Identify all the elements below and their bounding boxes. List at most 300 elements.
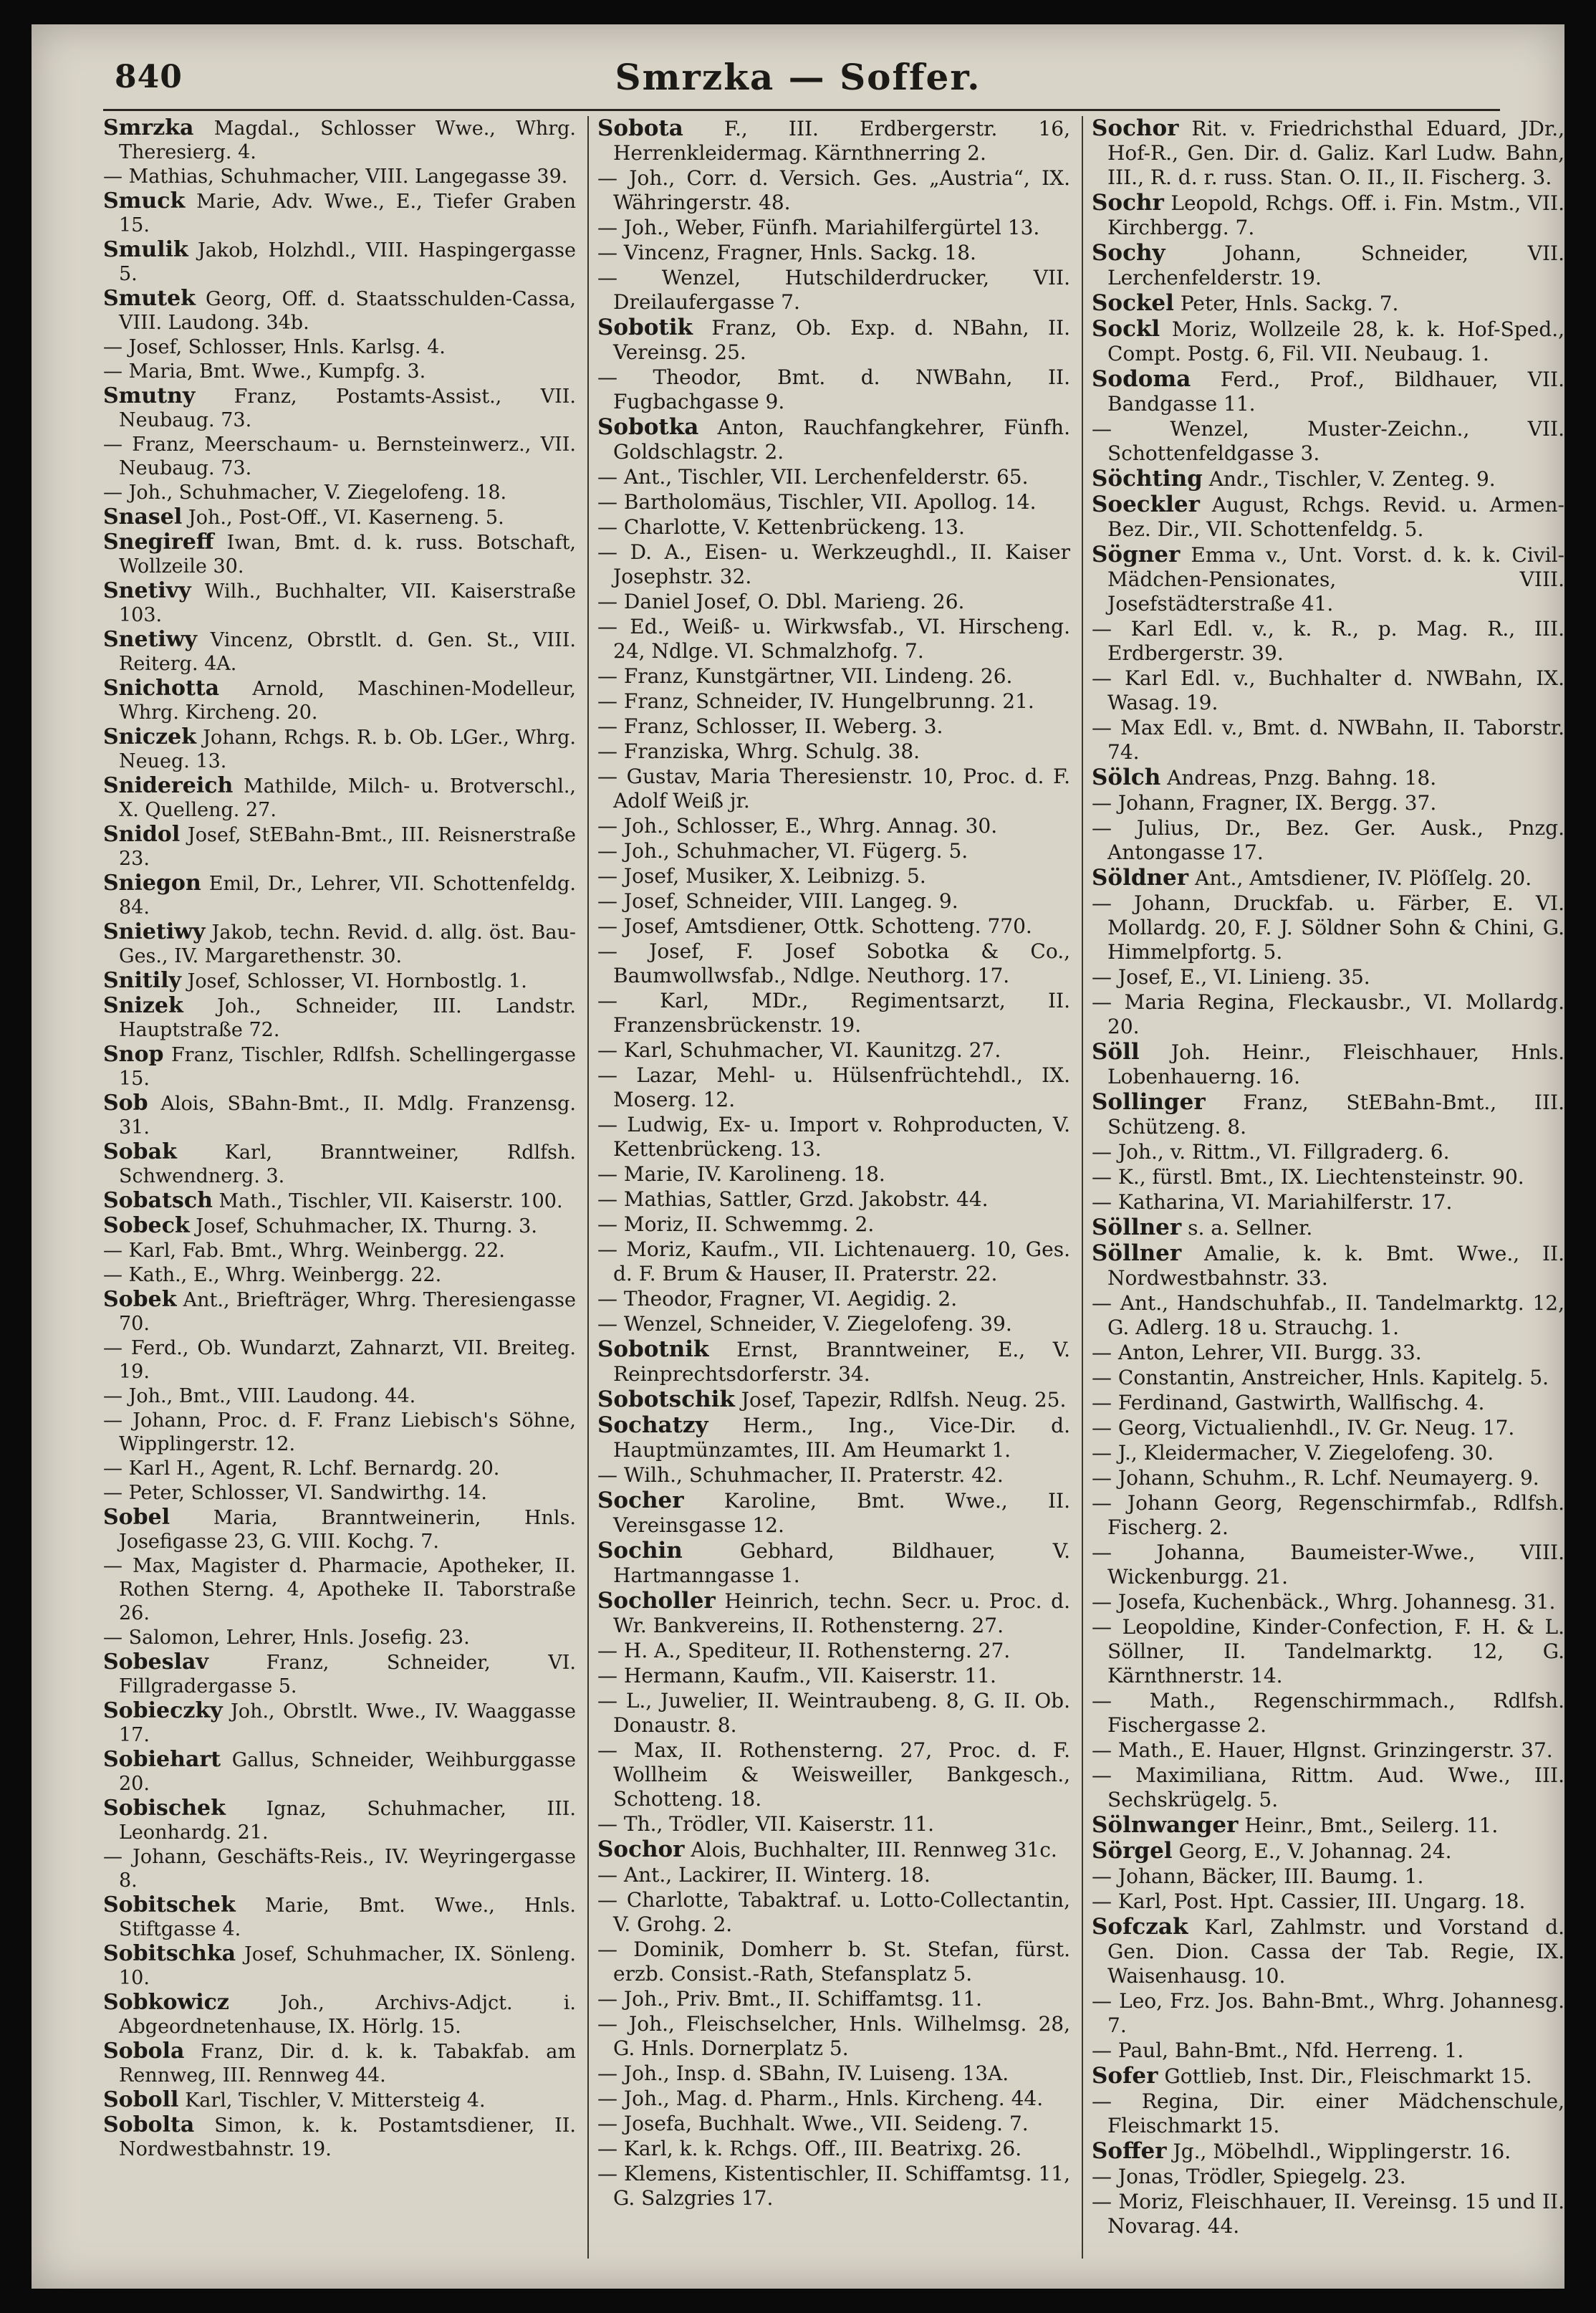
entry-text: — Ant., Tischler, VII. Lerchenfelderstr. 65. [597, 465, 1029, 489]
entry-surname: Snidol [103, 822, 181, 847]
directory-entry [1092, 1890, 1564, 1914]
directory-entry [103, 2039, 576, 2087]
entry-text: Joh., Obrstlt. Wwe., IV. Waaggasse 17. [119, 1700, 576, 1746]
entry-text: — Joh., Insp. d. SBahn, IV. Luiseng. 13A. [597, 2061, 1009, 2085]
entry-text: — K., fürstl. Bmt., IX. Liechtensteinstr. 90. [1092, 1165, 1524, 1189]
entry-text: Andr., Tischler, V. Zenteg. 9. [1208, 467, 1496, 491]
entry-text: Wilh., Buchhalter, VII. Kaiserstraße 103. [119, 580, 576, 626]
entry-surname: Sob [103, 1091, 148, 1116]
entry-text: F., III. Erdbergerstr. 16, Herrenkleidermag. Kärnthnerring 2. [613, 117, 1070, 165]
directory-entry [103, 1699, 576, 1747]
directory-entry [103, 823, 576, 871]
entry-text: — Leo, Frz. Jos. Bahn-Bmt., Whrg. Johannesg. 7. [1092, 1989, 1564, 2037]
directory-entry [103, 1214, 576, 1238]
directory-entry [597, 1863, 1070, 1887]
entry-text: Joh., Schneider, III. Landstr. Hauptstraße 72. [119, 995, 576, 1041]
entry-text: Josef, Schlosser, VI. Hornbostlg. 1. [187, 970, 527, 992]
directory-entry [597, 1312, 1070, 1336]
entry-text: — Ferd., Ob. Wundarzt, Zahnarzt, VII. Breiteg. 19. [103, 1337, 576, 1383]
entry-text: — Theodor, Bmt. d. NWBahn, II. Fugbachgasse 9. [597, 365, 1070, 413]
directory-entry [597, 490, 1070, 514]
entry-text: Amalie, k. k. Bmt. Wwe., II. Nordwestbahnstr. 33. [1107, 1242, 1564, 1290]
entry-surname: Sockel [1092, 290, 1174, 316]
entry-surname: Söllner [1092, 1215, 1182, 1240]
directory-entry [103, 1893, 576, 1941]
entry-text: — Dominik, Domherr b. St. Stefan, fürst. erzb. Consist.-Rath, Stefansplatz 5. [597, 1938, 1070, 1986]
entry-surname: Sobischek [103, 1796, 226, 1821]
directory-entry [1092, 1165, 1564, 1189]
directory-entry [1092, 1763, 1564, 1812]
running-head: Smrzka — Soffer. [615, 56, 981, 98]
directory-entry [597, 1212, 1070, 1237]
entry-text: — Mathias, Schuhmacher, VIII. Langegasse 39. [103, 166, 568, 188]
directory-entry [103, 238, 576, 286]
directory-entry [1092, 2089, 1564, 2138]
directory-page [32, 24, 1564, 2289]
entry-text: — Josefa, Kuchenbäck., Whrg. Johannesg. 31. [1092, 1590, 1556, 1614]
directory-entry [103, 1650, 576, 1698]
directory-entry [1092, 1140, 1564, 1164]
entry-text: Leopold, Rchgs. Off. i. Fin. Mstm., VII. Kirchbergg. 7. [1107, 191, 1564, 239]
entry-surname: Soffer [1092, 2138, 1167, 2164]
entry-text: Ignaz, Schuhmacher, III. Leonhardg. 21. [119, 1798, 576, 1844]
directory-entry [1092, 990, 1564, 1039]
directory-entry [103, 1554, 576, 1625]
directory-entry [597, 365, 1070, 414]
entry-text: — Ant., Lackirer, II. Winterg. 18. [597, 1863, 931, 1887]
entry-text: Johann, Schneider, VII. Lerchenfelderstr. 19. [1107, 241, 1564, 289]
directory-entry [597, 839, 1070, 863]
directory-entry [103, 360, 576, 383]
entry-surname: Smulik [103, 237, 188, 262]
entry-text: — Klemens, Kistentischler, II. Schiffamtsg. 11, G. Salzgries 17. [597, 2162, 1070, 2210]
directory-entry [597, 216, 1070, 240]
directory-entry [597, 989, 1070, 1038]
directory-entry [597, 864, 1070, 889]
entry-text: — Daniel Josef, O. Dbl. Marieng. 26. [597, 590, 965, 613]
directory-entry [1092, 542, 1564, 616]
directory-entry [103, 1481, 576, 1505]
entry-text: Ant., Briefträger, Whrg. Theresiengasse 70. [119, 1289, 576, 1335]
directory-entry [597, 1664, 1070, 1688]
directory-entry [597, 1237, 1070, 1286]
entry-text: — Max Edl. v., Bmt. d. NWBahn, II. Taborstr. 74. [1092, 716, 1564, 764]
directory-entry [103, 116, 576, 164]
directory-entry [1092, 1541, 1564, 1589]
entry-surname: Sniczek [103, 724, 197, 750]
entry-text: Franz, Schneider, VI. Fillgradergasse 5. [119, 1652, 576, 1697]
entry-text: — Gustav, Maria Theresienstr. 10, Proc. d. F. Adolf Weiß jr. [597, 765, 1070, 813]
entry-text: — Johann, Bäcker, III. Baumg. 1. [1092, 1864, 1424, 1888]
entry-surname: Sobotik [597, 315, 693, 340]
entry-text: — Karl, Fab. Bmt., Whrg. Weinbergg. 22. [103, 1240, 505, 1262]
directory-entry [1092, 116, 1564, 190]
entry-text: Josef, Tapezir, Rdlfsh. Neug. 25. [741, 1388, 1067, 1412]
entry-text: — Karl, Post. Hpt. Cassier, III. Ungarg. 18. [1092, 1890, 1526, 1913]
entry-text: — Maria, Bmt. Wwe., Kumpfg. 3. [103, 360, 426, 383]
entry-text: — Karl Edl. v., k. R., p. Mag. R., III. Erdbergerstr. 39. [1092, 617, 1564, 665]
directory-entry [597, 241, 1070, 265]
entry-text: Karl, Zahlmstr. und Vorstand d. Gen. Dion. Cassa der Tab. Regie, IX. Waisenhausg. 10. [1107, 1915, 1564, 1988]
directory-entry [1092, 2190, 1564, 2238]
directory-entry [1092, 666, 1564, 715]
entry-text: Josef, Schuhmacher, IX. Thurng. 3. [196, 1215, 537, 1237]
directory-entry [597, 1162, 1070, 1187]
entry-surname: Sollinger [1092, 1089, 1206, 1115]
entry-text: Joh. Heinr., Fleischhauer, Hnls. Lobenhauerng. 16. [1107, 1040, 1564, 1088]
entry-text: — Karl, k. k. Rchgs. Off., III. Beatrixg. 26. [597, 2137, 1022, 2160]
entry-text: — Max, II. Rothensterng. 27, Proc. d. F. Wollheim & Weisweiller, Bankgesch., Schotteng. 18. [597, 1738, 1070, 1811]
entry-text: Franz, Dir. d. k. k. Tabakfab. am Rennweg, III. Rennweg 44. [119, 2041, 576, 2087]
directory-entry [1092, 1391, 1564, 1415]
directory-entry [103, 1409, 576, 1456]
entry-text: — Ludwig, Ex- u. Import v. Rohproducten, V. Kettenbrückeng. 13. [597, 1113, 1070, 1161]
directory-entry [597, 1413, 1070, 1462]
entry-text: — Joh., Schlosser, E., Whrg. Annag. 30. [597, 814, 998, 838]
directory-entry [103, 969, 576, 993]
entry-text: — Moriz, Fleischhauer, II. Vereinsg. 15 und II. Novarag. 44. [1092, 2190, 1564, 2238]
entry-text: Andreas, Pnzg. Bahng. 18. [1167, 766, 1437, 790]
directory-entry [1092, 617, 1564, 666]
entry-surname: Snizek [103, 993, 183, 1018]
entry-text: Iwan, Bmt. d. k. russ. Botschaft, Wollzeile 30. [119, 532, 576, 578]
entry-surname: Snetiwy [103, 627, 198, 652]
entry-text: — Josef, Amtsdiener, Ottk. Schotteng. 770. [597, 914, 1032, 938]
entry-text: Anton, Rauchfangkehrer, Fünfh. Goldschlagstr. 2. [613, 416, 1070, 464]
entry-text: — Karl Edl. v., Buchhalter d. NWBahn, IX. Wasag. 19. [1092, 666, 1564, 714]
entry-text: — Joh., Schuhmacher, VI. Fügerg. 5. [597, 839, 968, 863]
directory-entry [597, 939, 1070, 988]
directory-entry [103, 1845, 576, 1892]
directory-entry [1092, 191, 1564, 240]
entry-text: — Moriz, Kaufm., VII. Lichtenauerg. 10, Ges. d. F. Brum & Hauser, II. Praterstr. 22. [597, 1237, 1070, 1285]
entry-text: — Hermann, Kaufm., VII. Kaiserstr. 11. [597, 1664, 996, 1687]
page-header [89, 46, 1507, 103]
entry-text: — Ant., Handschuhfab., II. Tandelmarktg. 12, G. Adlerg. 18 u. Strauchg. 1. [1092, 1291, 1564, 1339]
entry-surname: Snitily [103, 968, 181, 993]
entry-text: — Joh., Corr. d. Versich. Ges. „Austria“, IX. Währingerstr. 48. [597, 166, 1070, 214]
directory-entry [1092, 1291, 1564, 1340]
entry-text: — Joh., Weber, Fünfh. Mariahilfergürtel 13. [597, 216, 1040, 239]
entry-text: — Johann, Fragner, IX. Bergg. 37. [1092, 791, 1437, 815]
directory-entry [103, 505, 576, 530]
entry-surname: Sobkowicz [103, 1990, 229, 2015]
directory-entry [1092, 1839, 1564, 1864]
entry-text: — Math., Regenschirmmach., Rdlfsh. Fischergasse 2. [1092, 1689, 1564, 1737]
entry-text: Franz, Ob. Exp. d. NBahn, II. Vereinsg. 25. [613, 316, 1070, 364]
entry-text: — Johann, Druckfab. u. Färber, E. VI. Mollardg. 20, F. J. Söldner Sohn & Chini, G. Himmelpfortg. 5. [1092, 891, 1564, 964]
entry-text: — Maximiliana, Rittm. Aud. Wwe., III. Sechskrügelg. 5. [1092, 1763, 1564, 1811]
entry-surname: Sobak [103, 1139, 177, 1164]
directory-entry [1092, 2039, 1564, 2063]
directory-entry [1092, 1366, 1564, 1390]
directory-entry [103, 1457, 576, 1480]
entry-text: — Wenzel, Muster-Zeichn., VII. Schottenfeldgasse 3. [1092, 417, 1564, 465]
entry-surname: Sobiehart [103, 1747, 221, 1772]
entry-text: — D. A., Eisen- u. Werkzeughdl., II. Kaiser Josephstr. 32. [597, 540, 1070, 588]
entry-surname: Sochy [1092, 240, 1165, 266]
directory-entry [103, 920, 576, 968]
entry-text: — Johanna, Baumeister-Wwe., VIII. Wickenburgg. 21. [1092, 1541, 1564, 1589]
entry-text: — Joh., Bmt., VIII. Laudong. 44. [103, 1385, 416, 1407]
entry-text: — Vincenz, Fragner, Hnls. Sackg. 18. [597, 241, 976, 264]
directory-entry [1092, 791, 1564, 815]
entry-surname: Söchting [1092, 466, 1203, 492]
entry-text: Josef, StEBahn-Bmt., III. Reisnerstraße 23. [119, 824, 576, 870]
directory-entry [597, 1738, 1070, 1811]
entry-text: — J., Kleidermacher, V. Ziegelofeng. 30. [1092, 1441, 1494, 1465]
directory-entry [1092, 2139, 1564, 2164]
entry-text: Franz, Tischler, Rdlfsh. Schellingergasse 15. [119, 1044, 576, 1090]
directory-entry [1092, 1466, 1564, 1490]
entry-text: — Joh., v. Rittm., VI. Fillgraderg. 6. [1092, 1140, 1450, 1164]
entry-text: — Ferdinand, Gastwirth, Wallfischg. 4. [1092, 1391, 1485, 1414]
directory-entry [597, 2162, 1070, 2211]
entry-text: Herm., Ing., Vice-Dir. d. Hauptmünzamtes, III. Am Heumarkt 1. [613, 1414, 1070, 1462]
entry-text: — Franz, Schneider, IV. Hungelbrunng. 21. [597, 689, 1034, 713]
directory-entry [1092, 716, 1564, 765]
entry-text: — Josefa, Buchhalt. Wwe., VII. Seideng. 7. [597, 2112, 1029, 2135]
entry-surname: Sobeslav [103, 1649, 208, 1675]
directory-entry [1092, 241, 1564, 290]
entry-text: — Josef, F. Josef Sobotka & Co., Baumwollwsfab., Ndlge. Neuthorg. 17. [597, 939, 1070, 987]
entry-text: — Wenzel, Hutschilderdrucker, VII. Dreilaufergasse 7. [597, 266, 1070, 314]
directory-entry [597, 2137, 1070, 2161]
directory-entry [103, 481, 576, 504]
directory-entry [597, 266, 1070, 315]
entry-surname: Söldner [1092, 865, 1189, 891]
directory-entry [597, 1113, 1070, 1162]
entry-text: — Constantin, Anstreicher, Hnls. Kapitelg. 5. [1092, 1366, 1549, 1389]
directory-entry [103, 165, 576, 188]
entry-surname: Smutny [103, 383, 196, 408]
entry-text: Marie, Bmt. Wwe., Hnls. Stiftgasse 4. [119, 1895, 576, 1940]
entry-surname: Socholler [597, 1588, 716, 1614]
directory-entry [597, 714, 1070, 739]
entry-text: Heinr., Bmt., Seilerg. 11. [1244, 1814, 1499, 1837]
directory-entry [1092, 816, 1564, 865]
entry-text: Gallus, Schneider, Weihburggasse 20. [119, 1749, 576, 1795]
directory-entry [597, 2087, 1070, 2111]
directory-entry [103, 1505, 576, 1553]
entry-text: Karl, Branntweiner, Rdlfsh. Schwendnerg. 3. [119, 1141, 576, 1187]
entry-text: — Josef, Musiker, X. Leibnizg. 5. [597, 864, 926, 888]
directory-entry [1092, 1864, 1564, 1889]
entry-text: — Moriz, II. Schwemmg. 2. [597, 1212, 875, 1236]
entry-text: — Josef, Schneider, VIII. Langeg. 9. [597, 889, 958, 913]
directory-entry [1092, 1615, 1564, 1688]
directory-entry [103, 579, 576, 627]
entry-text: Emil, Dr., Lehrer, VII. Schottenfeldg. 84. [119, 873, 576, 919]
directory-entry [103, 1288, 576, 1336]
column-1 [103, 116, 576, 2259]
directory-entry [597, 1463, 1070, 1488]
directory-entry [1092, 1090, 1564, 1139]
directory-entry [597, 116, 1070, 166]
entry-surname: Snichotta [103, 676, 220, 701]
directory-entry [1092, 1215, 1564, 1240]
column-divider [587, 116, 589, 2259]
directory-entry [1092, 367, 1564, 416]
entry-text: Joh., Post-Off., VI. Kaserneng. 5. [188, 507, 504, 529]
directory-entry [597, 1488, 1070, 1538]
entry-text: — Joh., Schuhmacher, V. Ziegelofeng. 18. [103, 482, 507, 504]
entry-text: — Leopoldine, Kinder-Confection, F. H. & L. Söllner, II. Tandelmarktg. 12, G. Kärnthnerstr. 14. [1092, 1615, 1564, 1687]
entry-text: — Karl, Schuhmacher, VI. Kaunitzg. 27. [597, 1038, 1001, 1062]
entry-text: Maria, Branntweinerin, Hnls. Josefigasse 23, G. VIII. Kochg. 7. [119, 1507, 576, 1553]
entry-surname: Sögner [1092, 542, 1181, 568]
entry-text: Johann, Rchgs. R. b. Ob. LGer., Whrg. Neueg. 13. [119, 727, 576, 772]
entry-surname: Sörgel [1092, 1838, 1173, 1864]
directory-entry [597, 889, 1070, 914]
directory-entry [1092, 866, 1564, 891]
entry-surname: Sniegon [103, 871, 201, 896]
directory-entry [103, 994, 576, 1042]
directory-entry [597, 1538, 1070, 1588]
entry-text: — Joh., Priv. Bmt., II. Schiffamtsg. 11. [597, 1987, 983, 2011]
entry-text: Heinrich, techn. Secr. u. Proc. d. Wr. Bankvereins, II. Rothensterng. 27. [613, 1589, 1070, 1637]
directory-entry [597, 914, 1070, 939]
directory-entry [597, 315, 1070, 365]
entry-text: Gebhard, Bildhauer, V. Hartmanngasse 1. [613, 1539, 1070, 1587]
directory-entry [597, 1337, 1070, 1387]
directory-entry [103, 287, 576, 335]
entry-surname: Sobolta [103, 2112, 195, 2137]
entry-text: Mathilde, Milch- u. Brotverschl., X. Quelleng. 27. [119, 775, 576, 821]
entry-text: Karoline, Bmt. Wwe., II. Vereinsgasse 12. [613, 1489, 1070, 1537]
entry-text: — Georg, Victualienhdl., IV. Gr. Neug. 17. [1092, 1416, 1515, 1440]
entry-surname: Sofczak [1092, 1914, 1188, 1940]
directory-entry [597, 465, 1070, 489]
directory-entry [103, 1748, 576, 1796]
directory-entry [1092, 2064, 1564, 2089]
entry-surname: Sölnwanger [1092, 1812, 1239, 1838]
entry-text: — Jonas, Trödler, Spiegelg. 23. [1092, 2165, 1406, 2188]
entry-surname: Soboll [103, 2087, 179, 2112]
directory-entry [597, 1888, 1070, 1937]
entry-text: Magdal., Schlosser Wwe., Whrg. Theresierg. 4. [119, 118, 576, 163]
entry-text: — Franz, Schlosser, II. Weberg. 3. [597, 714, 943, 738]
entry-text: Emma v., Unt. Vorst. d. k. k. Civil-Mädchen-Pensionates, VIII. Josefstädterstraße 41. [1107, 543, 1564, 616]
directory-entry [103, 2088, 576, 2112]
directory-entry [597, 1038, 1070, 1063]
directory-entry [597, 2112, 1070, 2136]
entry-text: — L., Juwelier, II. Weintraubeng. 8, G. II. Ob. Donaustr. 8. [597, 1689, 1070, 1737]
entry-text: Gottlieb, Inst. Dir., Fleischmarkt 15. [1164, 2064, 1532, 2088]
directory-entry [1092, 2165, 1564, 2189]
directory-entry [1092, 891, 1564, 964]
entry-text: — Mathias, Sattler, Grzd. Jakobstr. 44. [597, 1187, 989, 1211]
directory-entry [1092, 1416, 1564, 1440]
entry-text: Ernst, Branntweiner, E., V. Reinprechtsdorferstr. 34. [613, 1338, 1070, 1386]
directory-entry [597, 765, 1070, 813]
entry-surname: Snegireff [103, 530, 214, 555]
entry-text: — Peter, Schlosser, VI. Sandwirthg. 14. [103, 1482, 488, 1504]
entry-surname: Sölch [1092, 765, 1161, 790]
directory-entry [103, 1626, 576, 1649]
entry-text: Josef, Schuhmacher, IX. Sönleng. 10. [119, 1943, 576, 1989]
directory-entry [1092, 1241, 1564, 1290]
entry-surname: Snasel [103, 504, 183, 530]
entry-text: — Johann, Schuhm., R. Lchf. Neumayerg. 9. [1092, 1466, 1539, 1490]
entry-surname: Soeckler [1092, 492, 1200, 517]
page-number: 840 [115, 59, 183, 95]
directory-entry [103, 530, 576, 578]
entry-text: — Josef, E., VI. Linieng. 35. [1092, 965, 1370, 989]
entry-text: — Salomon, Lehrer, Hnls. Josefig. 23. [103, 1627, 470, 1649]
entry-text: — Joh., Mag. d. Pharm., Hnls. Kircheng. 44. [597, 2087, 1044, 2110]
header-rule [103, 109, 1500, 111]
directory-entry [103, 335, 576, 359]
directory-entry [103, 1796, 576, 1844]
directory-entry [103, 1991, 576, 2039]
entry-surname: Smrzka [103, 116, 194, 140]
entry-text: Franz, StEBahn-Bmt., III. Schützeng. 8. [1107, 1091, 1564, 1139]
entry-text: — Anton, Lehrer, VII. Burgg. 33. [1092, 1341, 1422, 1364]
directory-entry [597, 1689, 1070, 1738]
entry-surname: Sobatsch [103, 1188, 213, 1213]
directory-entry [1092, 1040, 1564, 1089]
entry-text: — Johann, Geschäfts-Reis., IV. Weyringergasse 8. [103, 1846, 576, 1892]
directory-entry [597, 1812, 1070, 1836]
entry-text: Jakob, Holzhdl., VIII. Haspingergasse 5. [119, 239, 576, 285]
directory-entry [597, 1589, 1070, 1638]
entry-text: — Kath., E., Whrg. Weinbergg. 22. [103, 1264, 442, 1286]
entry-text: Math., Tischler, VII. Kaiserstr. 100. [218, 1190, 563, 1212]
entry-text: Alois, SBahn-Bmt., II. Mdlg. Franzensg. 31. [119, 1093, 576, 1139]
directory-entry [597, 689, 1070, 714]
entry-surname: Sochor [1092, 116, 1179, 141]
entry-text: Arnold, Maschinen-Modelleur, Whrg. Kircheng. 20. [119, 678, 576, 724]
entry-text: — Joh., Fleischselcher, Hnls. Wilhelmsg. 28, G. Hnls. Dornerplatz 5. [597, 2012, 1070, 2060]
entry-surname: Sodoma [1092, 366, 1191, 392]
entry-text: Jakob, techn. Revid. d. allg. öst. Bau-Ges., IV. Margarethenstr. 30. [119, 921, 576, 967]
entry-text: — Franz, Kunstgärtner, VII. Lindeng. 26. [597, 664, 1013, 688]
entry-surname: Snietiwy [103, 919, 206, 944]
entry-text: Moriz, Wollzeile 28, k. k. Hof-Sped., Compt. Postg. 6, Fil. VII. Neubaug. 1. [1107, 317, 1564, 365]
entry-text: Alois, Buchhalter, III. Rennweg 31c. [691, 1838, 1057, 1862]
entry-text: — Ed., Weiß- u. Wirkwsfab., VI. Hirscheng. 24, Ndlge. VI. Schmalzhofg. 7. [597, 615, 1070, 663]
directory-entry [597, 590, 1070, 614]
entry-text: — Regina, Dir. einer Mädchenschule, Fleischmarkt 15. [1092, 2089, 1564, 2137]
entry-text: Karl, Tischler, V. Mittersteig 4. [185, 2089, 486, 2112]
entry-text: August, Rchgs. Revid. u. Armen-Bez. Dir., VII. Schottenfeldg. 5. [1107, 493, 1564, 541]
entry-text: Rit. v. Friedrichsthal Eduard, JDr., Hof-R., Gen. Dir. d. Galiz. Karl Ludw. Bahn, III., R. d. r. russ. Stan. O. II., II. Fischerg. 3. [1107, 117, 1564, 189]
entry-text: — Th., Trödler, VII. Kaiserstr. 11. [597, 1812, 935, 1836]
entry-text: — Franziska, Whrg. Schulg. 38. [597, 739, 920, 763]
directory-entry [597, 166, 1070, 215]
directory-entry [103, 1140, 576, 1188]
entry-surname: Sobota [597, 116, 683, 141]
entry-surname: Sobitschka [103, 1941, 236, 1966]
entry-surname: Sobeck [103, 1213, 190, 1238]
directory-entry [1092, 1491, 1564, 1540]
entry-text: — Maria Regina, Fleckausbr., VI. Mollardg. 20. [1092, 990, 1564, 1038]
entry-text: — Max, Magister d. Pharmacie, Apotheker, II. Rothen Sterng. 4, Apotheke II. Taborstraße 26. [103, 1555, 576, 1624]
directory-entry [103, 2113, 576, 2161]
directory-entry [1092, 1689, 1564, 1738]
directory-entry [103, 1043, 576, 1091]
entry-surname: Söll [1092, 1039, 1140, 1065]
directory-entry [1092, 965, 1564, 990]
entry-text: Georg, E., V. Johannag. 24. [1178, 1839, 1452, 1863]
directory-entry [103, 1189, 576, 1213]
directory-entry [103, 774, 576, 822]
entry-text: — Theodor, Fragner, VI. Aegidig. 2. [597, 1287, 958, 1311]
entry-surname: Sockl [1092, 316, 1160, 342]
entry-text: — Wilh., Schuhmacher, II. Praterstr. 42. [597, 1463, 1004, 1487]
entry-surname: Söllner [1092, 1240, 1182, 1266]
